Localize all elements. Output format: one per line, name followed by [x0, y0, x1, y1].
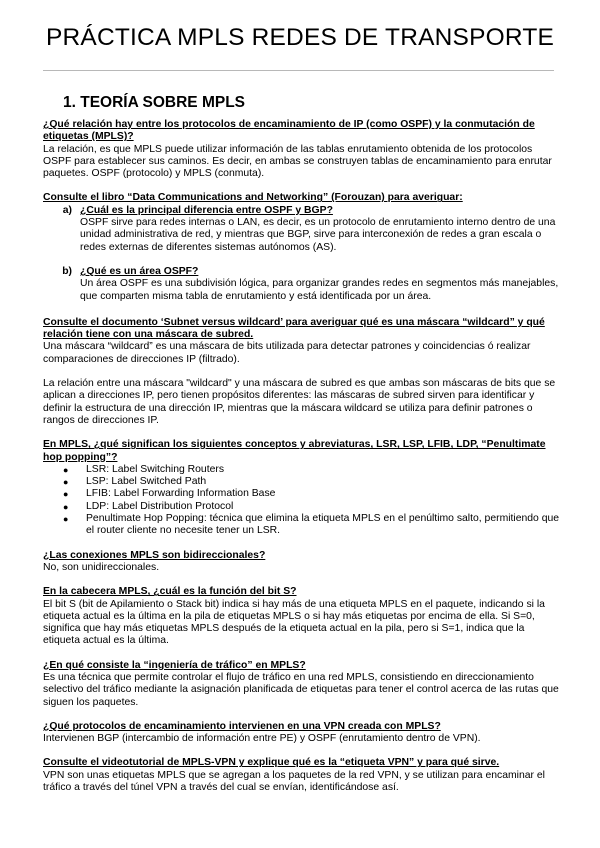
- section-heading: 1. TEORÍA SOBRE MPLS: [63, 94, 246, 111]
- list-item: ● LSR: Label Switching Routers: [43, 464, 563, 476]
- question-vpn-protocols: ¿Qué protocolos de encaminamiento intervienen en una VPN creada con MPLS?: [43, 720, 441, 732]
- concept-list: [43, 464, 563, 538]
- list-item: ● LDP: Label Distribution Protocol: [43, 501, 563, 513]
- question-ospf-mpls: ¿Qué relación hay entre los protocolos de encaminamiento de IP (como OSPF) y la conmutación de etiquetas (MPLS)?: [43, 119, 535, 143]
- question-forouzan: Consulte el libro “Data Communications and Networking” (Forouzan) para averiguar:: [43, 192, 463, 204]
- answer-ospf-area: Un área OSPF es una subdivisión lógica, para organizar grandes redes en segmentos más manejables, que comparten misma tabla de enrutamiento y está identificada por un área.: [80, 278, 559, 302]
- title-divider: [43, 70, 554, 71]
- answer-vpn-label: VPN son unas etiquetas MPLS que se agregan a los paquetes de la red VPN, y se utilizan para encaminar el tráfico a través del túnel VPN a través del cual se envían, identificándose así.: [43, 769, 545, 794]
- bullet-icon: ●: [63, 489, 69, 500]
- bullet-icon: ●: [63, 501, 69, 512]
- subquestion-ospf-area: ¿Qué es un área OSPF?: [80, 265, 199, 277]
- answer-bit-s: El bit S (bit de Apilamiento o Stack bit) indica si hay más de una etiqueta MPLS en el paquete, indicando si la etiqueta actual es la última en la pila de etiquetas MPLS o si hay más etiquetas por encima de ella. Si S=0, significa que hay más etiquetas MPLS después de la etiqueta actual en la pila, pero si S=1, indica que la etiqueta actual es la última.: [43, 598, 545, 647]
- subquestion-b: [43, 266, 563, 303]
- subquestion-letter: b): [62, 265, 72, 277]
- bullet-icon: ●: [63, 514, 69, 525]
- answer-vpn-protocols: Intervienen BGP (intercambio de información entre PE) y OSPF (enrutamiento dentro de VPN).: [43, 733, 481, 745]
- subquestion-a: [43, 205, 563, 254]
- question-vpn-label: Consulte el videotutorial de MPLS-VPN y explique qué es la “etiqueta VPN” y para qué sirve.: [43, 757, 500, 769]
- question-wildcard: Consulte el documento ‘Subnet versus wildcard’ para averiguar qué es una máscara “wildcard” y qué relación tiene con una máscara de subred.: [43, 316, 545, 341]
- answer-wildcard-1: Una máscara “wildcard” es una máscara de bits utilizada para detectar patrones y coincidencias ó realizar comparaciones de direcciones IP (filtrado).: [43, 341, 531, 365]
- question-traffic-engineering: ¿En qué consiste la “ingeniería de tráfico” en MPLS?: [43, 659, 306, 671]
- subquestion-ospf-bgp: ¿Cuál es la principal diferencia entre OSPF y BGP?: [80, 204, 333, 216]
- bullet-icon: ●: [63, 477, 69, 488]
- document-body: [43, 119, 563, 794]
- subquestion-letter: a): [62, 204, 72, 216]
- answer-traffic-engineering: Es una técnica que permite controlar el flujo de tráfico en una red MPLS, consistiendo en direccionamiento selectivo del tráfico mediante la asignación planificada de etiquetas para tener el control acerca de las rutas que siguen los paquetes.: [43, 671, 559, 708]
- list-item: ● LSP: Label Switched Path: [43, 476, 563, 488]
- answer-bidirectional: No, son unidireccionales.: [43, 561, 160, 573]
- page-title: PRÁCTICA MPLS REDES DE TRANSPORTE: [45, 24, 555, 51]
- question-mpls-concepts: En MPLS, ¿qué significan los siguientes conceptos y abreviaturas, LSR, LSP, LFIB, LDP, “Penultimate hop popping”?: [43, 439, 546, 463]
- answer-wildcard-2: La relación entre una máscara "wildcard" y una máscara de subred es que ambas son máscaras de bits que se aplican a direcciones IP, pero tienen propósitos diferentes: las máscaras de subred sirven para identificar y definir la estructura de una dirección IP, mientras que la máscara wildcard se utiliza para definir patrones o rangos de direcciones IP.: [43, 378, 556, 426]
- list-item: ● Penultimate Hop Popping: técnica que elimina la etiqueta MPLS en el penúltimo salto, permitiendo que el router cliente no necesite tener un LSR.: [43, 513, 563, 538]
- answer-ospf-bgp: OSPF sirve para redes internas o LAN, es decir, es un protocolo de enrutamiento interno dentro de una unidad administrativa de red, y mientras que BGP, sirve para interconexión de redes a gran escala o redes externas de diferentes sistemas autónomos (AS).: [80, 217, 556, 253]
- bullet-icon: ●: [63, 464, 69, 475]
- question-bit-s: En la cabecera MPLS, ¿cuál es la función del bit S?: [43, 586, 297, 598]
- question-bidirectional: ¿Las conexiones MPLS son bidireccionales?: [43, 549, 266, 561]
- answer-ospf-mpls: La relación, es que MPLS puede utilizar información de las tablas enrutamiento obtenida de los protocolos OSPF para establecer sus caminos. Es decir, en ambas se construyen tablas de encaminamiento para enrutar paquetes. OSPF (protocolo) y MPLS (conmuta).: [43, 143, 552, 180]
- list-item: ● LFIB: Label Forwarding Information Base: [43, 488, 563, 500]
